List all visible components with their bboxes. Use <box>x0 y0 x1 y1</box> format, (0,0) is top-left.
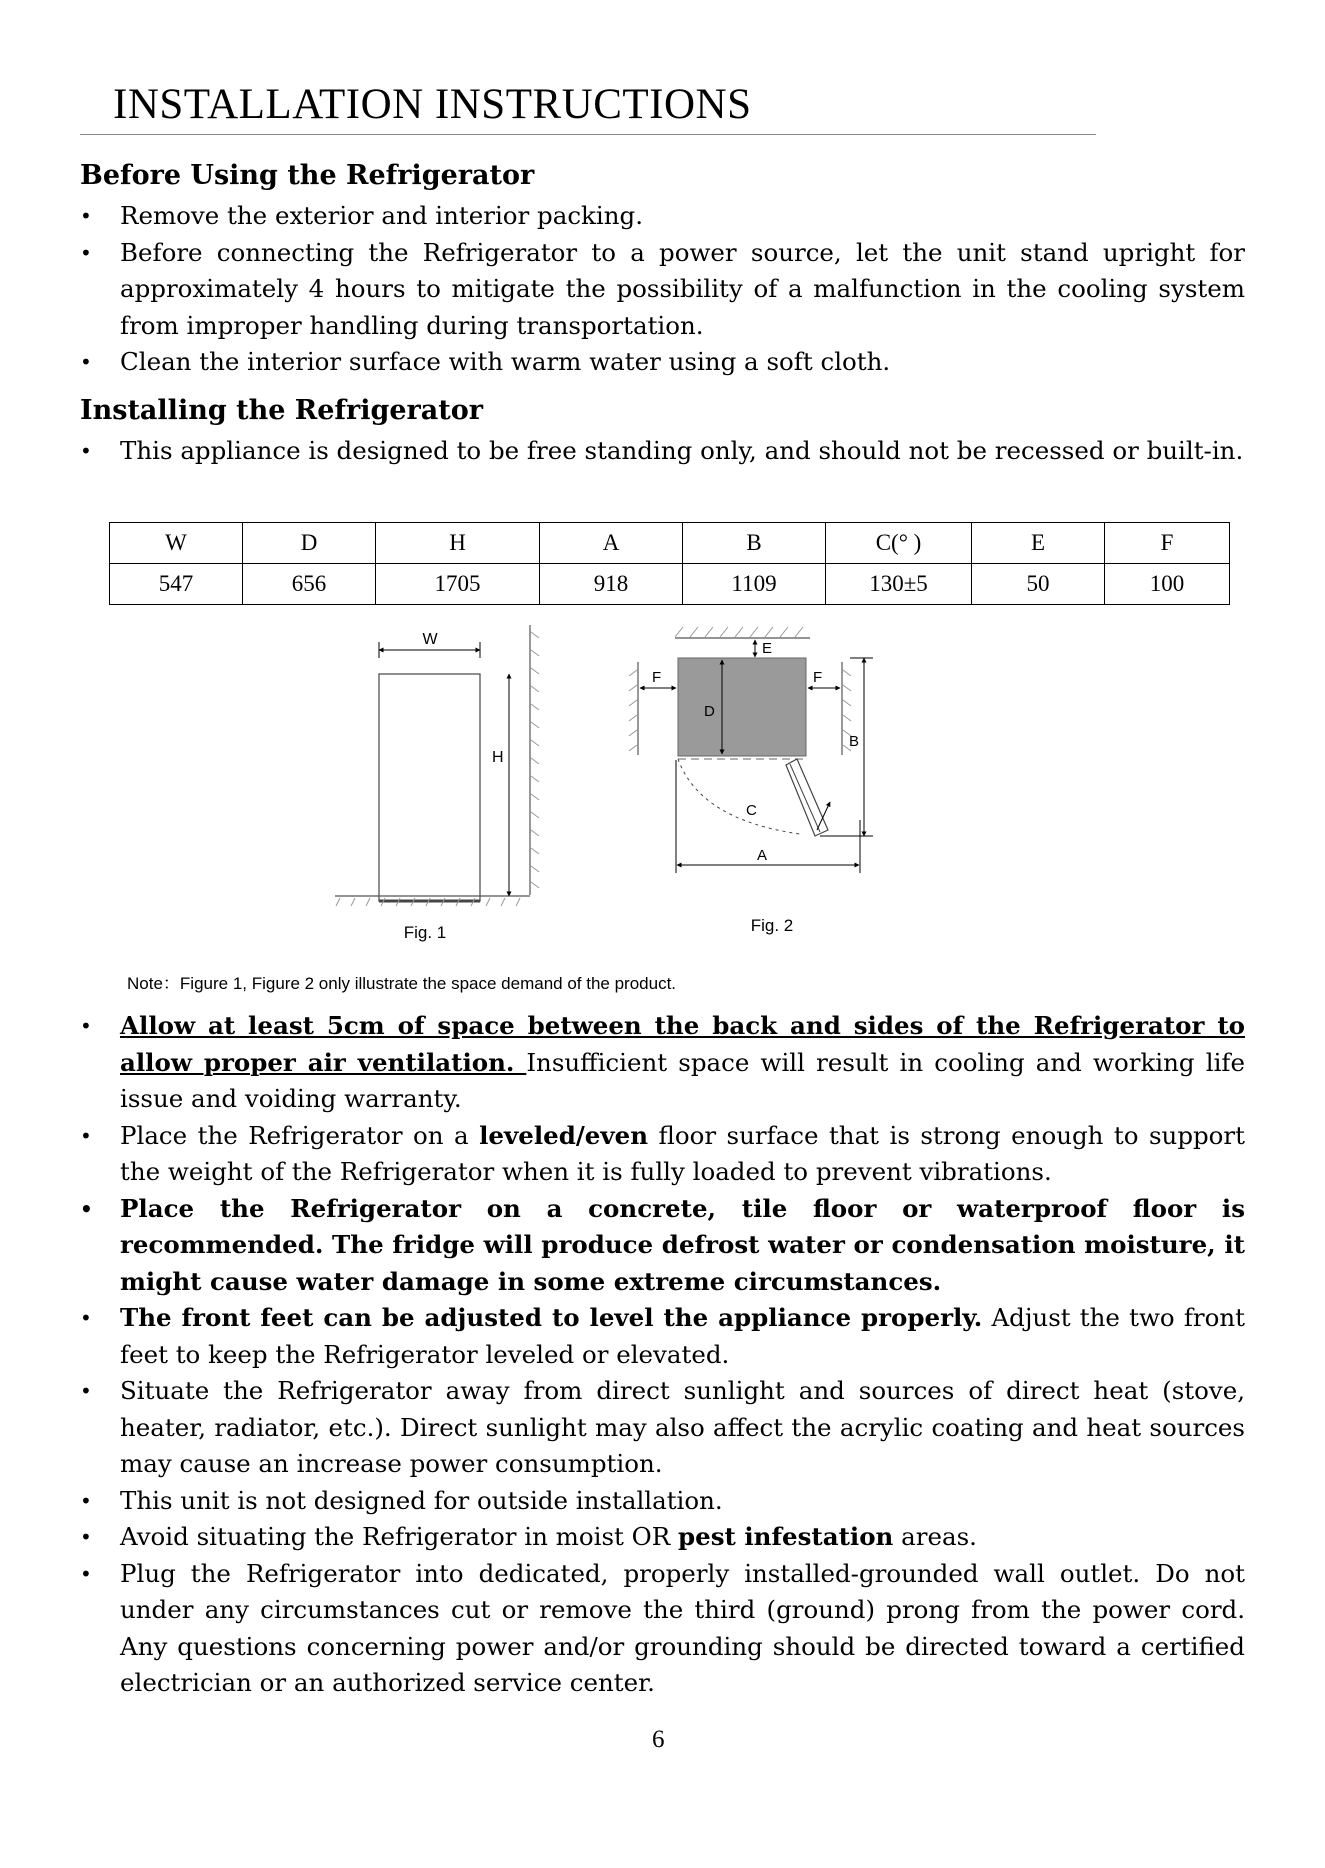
feet-text: Adjust the two front feet to keep the Refrigerator leveled or elevated. <box>120 1303 1246 1369</box>
table-cell: 1109 <box>683 564 826 605</box>
list-item: • Clean the interior surface with warm water using a soft cloth. <box>80 344 1245 381</box>
fig2-label-d: D <box>704 703 715 720</box>
fig1-diagram <box>320 620 539 942</box>
floor-emphasis: leveled/even <box>479 1120 649 1150</box>
fig1-caption: Fig. 1 <box>403 923 447 942</box>
fig1-label-w: W <box>422 631 438 648</box>
table-header-cell: C(° ) <box>826 523 972 564</box>
fig2-label-e: E <box>762 640 773 657</box>
fig2-label-f-right: F <box>813 669 823 686</box>
table-header-cell: D <box>243 523 376 564</box>
dimensions-table <box>109 522 1230 605</box>
table-header-cell: A <box>540 523 683 564</box>
fig2-refrigerator-top-view <box>678 658 806 756</box>
title-rule <box>80 134 1096 135</box>
fig1-floor-hatch <box>336 898 520 906</box>
table-header-cell: H <box>376 523 540 564</box>
moist-emphasis: pest infestation <box>678 1522 894 1551</box>
table-cell: 130±5 <box>826 564 972 605</box>
fig2-label-a: A <box>756 847 768 864</box>
table-cell: 50 <box>972 564 1105 605</box>
list-item <box>80 1118 1245 1191</box>
list-item: • Before connecting the Refrigerator to a power source, let the unit stand upright for approximately 4 hours to mitigate the possibility of a malfunction in the cooling system from improper handling during transportation. <box>80 235 1245 345</box>
figure-note: Note：Figure 1, Figure 2 only illustrate the space demand of the product. <box>127 974 677 993</box>
floor-text-rest: floor surface that is strong enough to support the weight of the Refrigerator when it is fully loaded to prevent vibrations. <box>120 1120 1245 1186</box>
fig2-door-swing-arc <box>678 759 800 834</box>
floor-text: Place the Refrigerator on a <box>120 1120 480 1150</box>
table-cell: 918 <box>540 564 683 605</box>
ventilation-warning: Allow at least 5cm of space between the back and sides of the Refrigerator to allow proper air ventilation. <box>120 1011 1245 1077</box>
before-using-list <box>80 198 1245 381</box>
moist-text-rest: areas. <box>893 1522 977 1551</box>
ventilation-detail: Insufficient space will result in cooling and working life issue and voiding warranty. <box>120 1047 1245 1113</box>
fig2-caption: Fig. 2 <box>750 916 794 935</box>
fig2-label-f-left: F <box>652 669 662 686</box>
table-header-cell: B <box>683 523 826 564</box>
page-number: 6 <box>652 1726 665 1753</box>
fig2-back-wall-hatch <box>675 627 803 637</box>
list-item <box>80 1008 1245 1118</box>
page-title: INSTALLATION INSTRUCTIONS <box>113 81 752 128</box>
fig2-label-c: C <box>746 802 757 819</box>
list-item <box>80 1519 1245 1556</box>
table-cell: 100 <box>1105 564 1230 605</box>
installing-intro-list <box>80 433 1245 470</box>
section-heading-installing: Installing the Refrigerator <box>80 395 483 426</box>
installing-list <box>80 1008 1245 1702</box>
space-demand-figures <box>320 620 920 950</box>
table-cell: 656 <box>243 564 376 605</box>
list-item: • This appliance is designed to be free standing only, and should not be recessed or built-in. <box>80 433 1245 470</box>
fig1-label-h: H <box>492 749 504 766</box>
table-header-cell: E <box>972 523 1105 564</box>
table-header-row <box>110 523 1230 564</box>
table-header-cell: W <box>110 523 243 564</box>
list-item <box>80 1300 1245 1373</box>
list-item: • Situate the Refrigerator away from direct sunlight and sources of direct heat (stove, heater, radiator, etc.). Direct sunlight may also affect the acrylic coating and heat sources may cause an increase power consumption. <box>80 1373 1245 1483</box>
fig2-label-b: B <box>849 733 860 750</box>
feet-emphasis: The front feet can be adjusted to level the appliance properly. <box>120 1303 983 1332</box>
fig1-wall-hatch <box>531 632 539 888</box>
table-cell: 547 <box>110 564 243 605</box>
fig2-door-open <box>786 759 828 836</box>
table-header-cell: F <box>1105 523 1230 564</box>
list-item: • Place the Refrigerator on a concrete, tile floor or waterproof floor is recommended. The fridge will produce defrost water or condensation moisture, it might cause water damage in some extreme circumstances. <box>80 1191 1245 1301</box>
table-row <box>110 564 1230 605</box>
table-cell: 1705 <box>376 564 540 605</box>
list-item: • This unit is not designed for outside installation. <box>80 1483 1245 1520</box>
list-item: • Plug the Refrigerator into dedicated, properly installed-grounded wall outlet. Do not under any circumstances cut or remove the third (ground) prong from the power cord. Any questions concerning power and/or grounding should be directed toward a certified electrician or an authorized service center. <box>80 1556 1245 1702</box>
fig2-diagram <box>629 627 873 935</box>
fig1-refrigerator <box>379 674 480 901</box>
moist-text: Avoid situating the Refrigerator in moist OR <box>120 1522 678 1551</box>
section-heading-before-using: Before Using the Refrigerator <box>80 160 535 191</box>
list-item: • Remove the exterior and interior packing. <box>80 198 1245 235</box>
